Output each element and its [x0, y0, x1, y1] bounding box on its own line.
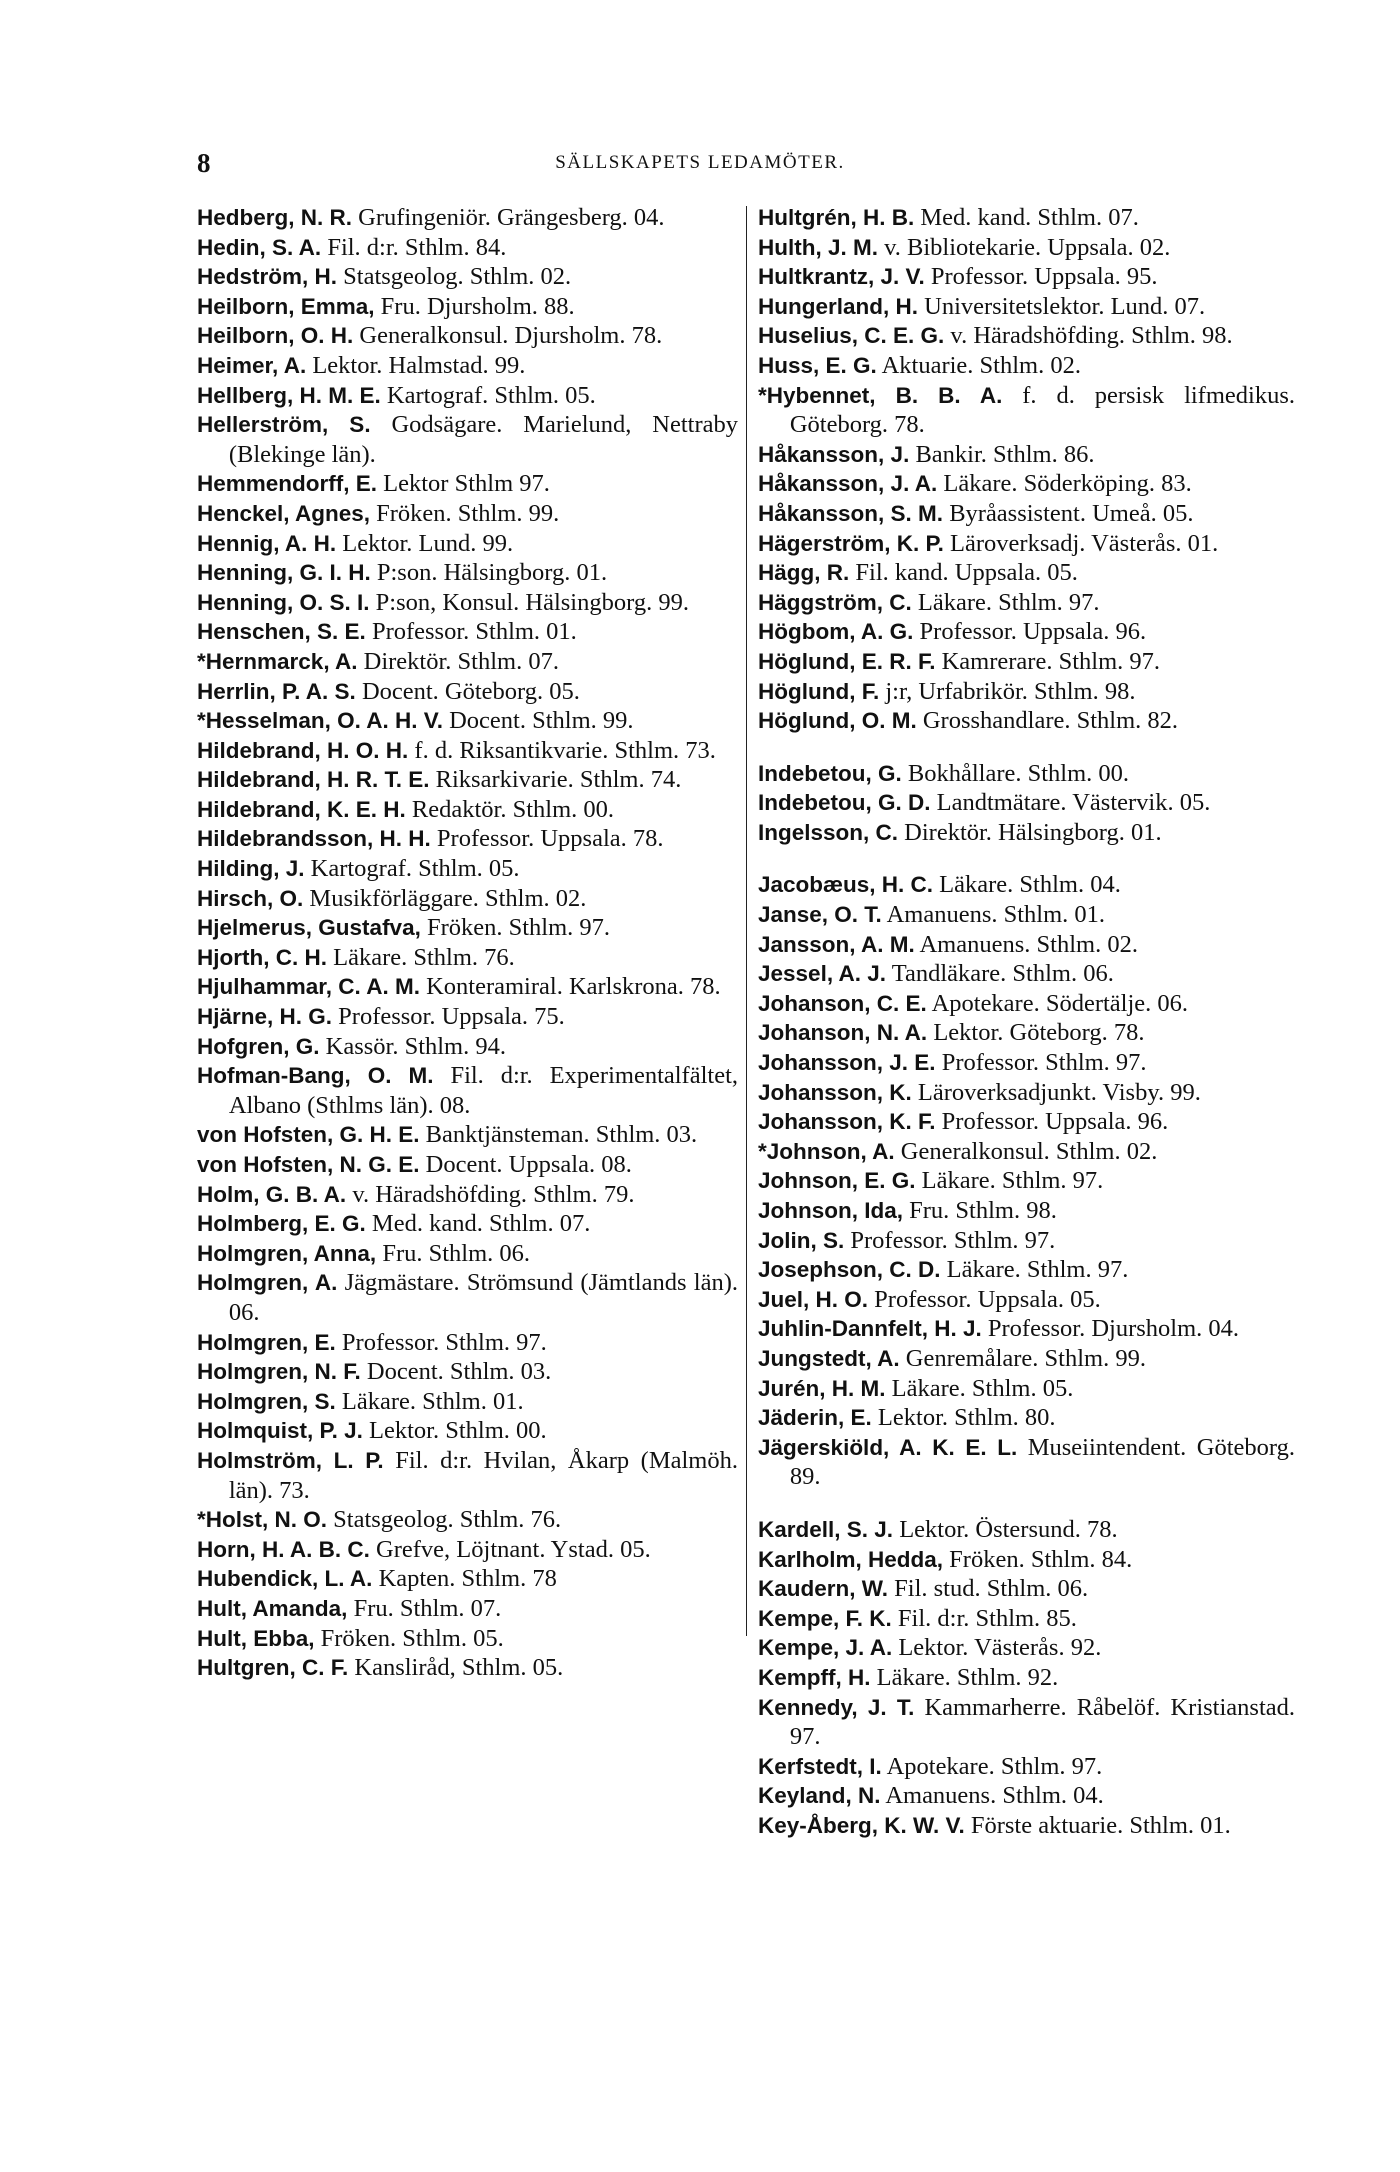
member-details: Kartograf. Sthlm. 05.: [386, 381, 596, 409]
member-name: Hultkrantz, J. V.: [758, 264, 925, 290]
member-entry: [758, 588, 1295, 618]
member-name: Kardell, S. J.: [758, 1516, 894, 1542]
member-name: Hirsch, O.: [197, 885, 304, 911]
member-details: Fru. Sthlm. 98.: [909, 1197, 1057, 1224]
member-name: Holmström, L. P.: [197, 1447, 384, 1473]
member-entry: [197, 1032, 738, 1062]
member-details: Godsägare. Marielund, Nettraby (Blekinge län).: [228, 411, 739, 468]
member-name: Heilborn, Emma,: [197, 293, 375, 319]
member-name: Kennedy, J. T.: [758, 1694, 915, 1720]
member-entry: [758, 262, 1295, 292]
member-entry: [758, 1693, 1295, 1752]
member-entry: [197, 1653, 738, 1683]
member-entry: [758, 321, 1295, 351]
member-entry: [758, 381, 1295, 440]
member-name: Holmberg, E. G.: [197, 1211, 366, 1237]
member-entry: [197, 1446, 738, 1505]
member-entry: [197, 706, 738, 736]
member-details: Professor. Sthlm. 97.: [850, 1226, 1056, 1254]
member-details: Fröken. Sthlm. 97.: [426, 914, 611, 942]
member-details: Fil. d:r. Sthlm. 84.: [327, 233, 507, 261]
member-name: Henschen, S. E.: [197, 619, 366, 645]
member-details: Kammarherre. Råbelöf. Kristianstad. 97.: [789, 1693, 1296, 1751]
member-entry: [197, 1357, 738, 1387]
member-entry: [758, 788, 1295, 818]
member-name: Jansson, A. M.: [758, 931, 915, 957]
member-name: Håkansson, S. M.: [758, 500, 944, 526]
member-details: Amanuens. Sthlm. 04.: [885, 1782, 1104, 1810]
member-entry: [758, 1604, 1295, 1634]
member-name: von Hofsten, N. G. E.: [197, 1152, 420, 1177]
member-details: Generalkonsul. Sthlm. 02.: [900, 1137, 1158, 1165]
member-details: Grosshandlare. Sthlm. 82.: [922, 707, 1179, 735]
member-entry: [197, 588, 738, 618]
member-name: Hultgrén, H. B.: [758, 205, 915, 230]
member-name: *Hesselman, O. A. H. V.: [197, 708, 443, 734]
member-name: Hubendick, L. A.: [197, 1566, 373, 1592]
member-name: Indebetou, G. D.: [758, 790, 931, 816]
member-name: Janse, O. T.: [758, 902, 882, 928]
member-name: Jurén, H. M.: [758, 1375, 886, 1401]
member-name: Hägg, R.: [758, 560, 850, 586]
member-name: Hofgren, G.: [197, 1033, 320, 1059]
member-entry: [197, 943, 738, 973]
member-name: Juel, H. O.: [758, 1286, 869, 1312]
member-name: Hildebrandsson, H. H.: [197, 826, 431, 852]
member-details: Direktör. Hälsingborg. 01.: [904, 818, 1162, 846]
member-details: Läkare. Sthlm. 01.: [341, 1387, 524, 1415]
member-entry: [758, 1226, 1295, 1256]
member-entry: [197, 1328, 738, 1358]
member-entry: [197, 972, 738, 1002]
member-entry: [758, 989, 1295, 1019]
member-details: Kapten. Sthlm. 78: [378, 1565, 557, 1593]
member-details: v. Häradshöfding. Sthlm. 98.: [950, 322, 1233, 350]
member-details: Fru. Sthlm. 07.: [353, 1594, 502, 1622]
member-details: Professor. Uppsala. 95.: [930, 263, 1158, 291]
member-name: Holmquist, P. J.: [197, 1418, 363, 1444]
member-entry: [758, 1403, 1295, 1433]
member-name: Key-Åberg, K. W. V.: [758, 1812, 965, 1838]
member-name: Hjorth, C. H.: [197, 944, 327, 970]
member-entry: [197, 824, 738, 854]
member-name: Hultgren, C. F.: [197, 1655, 349, 1681]
member-name: Huss, E. G.: [758, 352, 877, 378]
member-details: Statsgeolog. Sthlm. 76.: [333, 1506, 562, 1534]
member-entry: [197, 1416, 738, 1446]
member-name: Höglund, O. M.: [758, 708, 917, 734]
member-name: Henning, G. I. H.: [197, 560, 371, 586]
member-entry: [758, 1781, 1295, 1811]
member-name: Hedin, S. A.: [197, 234, 322, 260]
member-details: Tandläkare. Sthlm. 06.: [891, 960, 1114, 988]
member-entry: [758, 1314, 1295, 1344]
member-details: Läkare. Sthlm. 97.: [921, 1167, 1104, 1195]
member-name: Holmgren, E.: [197, 1329, 336, 1355]
member-entry: [197, 884, 738, 914]
member-details: Lektor Sthlm 97.: [383, 470, 550, 498]
member-details: j:r, Urfabrikör. Sthlm. 98.: [885, 677, 1136, 705]
member-entry: [197, 1594, 738, 1624]
member-details: Lektor. Sthlm. 80.: [877, 1404, 1056, 1432]
member-details: Fil. stud. Sthlm. 06.: [894, 1575, 1089, 1603]
member-details: Banktjänsteman. Sthlm. 03.: [425, 1121, 698, 1149]
member-details: Förste aktuarie. Sthlm. 01.: [970, 1811, 1231, 1839]
member-name: Höglund, E. R. F.: [758, 648, 936, 674]
member-entry: [758, 1574, 1295, 1604]
member-entry: [197, 558, 738, 588]
member-details: Läkare. Sthlm. 04.: [939, 871, 1121, 899]
member-details: Grufingeniör. Grängesberg. 04.: [358, 204, 665, 231]
member-name: Hellberg, H. M. E.: [197, 382, 381, 408]
member-entry: [197, 1061, 738, 1120]
member-name: *Johnson, A.: [758, 1138, 895, 1164]
member-entry: [197, 351, 738, 381]
member-details: Generalkonsul. Djursholm. 78.: [359, 322, 663, 350]
member-entry: [197, 854, 738, 884]
member-entry: [758, 1374, 1295, 1404]
member-entry: [197, 381, 738, 411]
member-entry: [197, 469, 738, 499]
member-details: Docent. Göteborg. 05.: [361, 677, 580, 705]
member-details: Läkare. Sthlm. 97.: [917, 588, 1100, 616]
member-entry: [758, 1048, 1295, 1078]
member-name: Jessel, A. J.: [758, 961, 887, 987]
member-entry: [758, 1663, 1295, 1693]
member-name: Håkansson, J.: [758, 441, 910, 467]
member-entry: [197, 1387, 738, 1417]
member-details: Läroverksadjunkt. Visby. 99.: [917, 1078, 1201, 1106]
member-entry: [197, 1120, 738, 1150]
member-entry: [197, 410, 738, 469]
member-name: *Holst, N. O.: [197, 1507, 328, 1533]
member-entry: [758, 1137, 1295, 1167]
member-details: Professor. Uppsala. 96.: [941, 1108, 1169, 1136]
member-name: Johansson, K.: [758, 1079, 912, 1105]
member-details: Fil. d:r. Sthlm. 85.: [897, 1604, 1077, 1632]
member-name: Jungstedt, A.: [758, 1345, 900, 1371]
left-column: [197, 203, 738, 1683]
member-details: Professor. Uppsala. 96.: [919, 618, 1147, 646]
member-entry: [758, 351, 1295, 381]
member-entry: [758, 617, 1295, 647]
member-entry: [758, 1107, 1295, 1137]
member-name: Kerfstedt, I.: [758, 1753, 882, 1779]
member-details: Kartograf. Sthlm. 05.: [310, 855, 520, 883]
member-name: Jägerskiöld, A. K. E. L.: [758, 1434, 1018, 1460]
member-details: Konteramiral. Karlskrona. 78.: [426, 973, 721, 1001]
member-details: Amanuens. Sthlm. 01.: [886, 901, 1106, 929]
member-entry: [758, 529, 1295, 559]
member-name: Holmgren, Anna,: [197, 1240, 377, 1266]
member-details: Docent. Uppsala. 08.: [425, 1151, 632, 1178]
member-name: Johansson, J. E.: [758, 1050, 936, 1076]
member-entry: [758, 233, 1295, 263]
member-details: Fil. d:r. Hvilan, Åkarp (Malmöh. län). 73.: [228, 1446, 738, 1504]
member-details: Lektor. Västerås. 92.: [898, 1634, 1102, 1662]
member-details: Grefve, Löjtnant. Ystad. 05.: [376, 1535, 651, 1563]
member-entry: [758, 440, 1295, 470]
member-name: Hjärne, H. G.: [197, 1004, 333, 1030]
member-details: Läkare. Sthlm. 92.: [876, 1663, 1059, 1691]
member-details: Apotekare. Södertälje. 06.: [931, 989, 1189, 1017]
member-details: f. d. Riksantikvarie. Sthlm. 73.: [414, 736, 716, 764]
member-name: Hennig, A. H.: [197, 530, 337, 556]
member-details: Professor. Sthlm. 97.: [941, 1049, 1147, 1077]
page-number: 8: [197, 148, 211, 178]
member-details: Redaktör. Sthlm. 00.: [411, 795, 615, 823]
member-entry: [758, 900, 1295, 930]
member-name: Henckel, Agnes,: [197, 500, 370, 526]
member-name: Holmgren, N. F.: [197, 1359, 361, 1385]
member-name: Håkansson, J. A.: [758, 471, 938, 497]
member-details: Professor. Sthlm. 01.: [371, 618, 577, 646]
member-details: Kansliråd, Sthlm. 05.: [354, 1654, 564, 1682]
member-entry: [758, 1018, 1295, 1048]
member-name: Kempe, F. K.: [758, 1605, 892, 1631]
member-name: Josephson, C. D.: [758, 1257, 941, 1283]
member-name: Hildebrand, H. R. T. E.: [197, 767, 430, 793]
member-name: Juhlin-Dannfelt, H. J.: [758, 1316, 982, 1342]
member-details: Bankir. Sthlm. 86.: [915, 440, 1095, 468]
member-details: Lektor. Östersund. 78.: [899, 1515, 1118, 1543]
member-entry: [197, 203, 738, 233]
member-entry: [197, 913, 738, 943]
member-name: Johanson, C. E.: [758, 990, 927, 1016]
member-entry: [758, 930, 1295, 960]
member-name: Ingelsson, C.: [758, 819, 899, 845]
member-entry: [197, 321, 738, 351]
member-entry: [758, 292, 1295, 322]
member-name: Jolin, S.: [758, 1227, 845, 1253]
member-name: Karlholm, Hedda,: [758, 1546, 944, 1572]
member-entry: [197, 499, 738, 529]
member-name: Holmgren, S.: [197, 1388, 336, 1414]
member-entry: [758, 1515, 1295, 1545]
member-entry: [758, 706, 1295, 736]
member-details: Lektor. Halmstad. 99.: [312, 351, 526, 379]
member-entry: [197, 233, 738, 263]
member-name: Hungerland, H.: [758, 293, 919, 319]
member-name: Högbom, A. G.: [758, 619, 914, 645]
member-details: Direktör. Sthlm. 07.: [363, 647, 559, 675]
member-name: Hildebrand, H. O. H.: [197, 737, 409, 763]
member-name: Hemmendorff, E.: [197, 471, 378, 497]
member-name: Hjulhammar, C. A. M.: [197, 974, 420, 1000]
member-name: Jäderin, E.: [758, 1405, 872, 1431]
member-details: Med. kand. Sthlm. 07.: [371, 1210, 591, 1238]
member-name: Holm, G. B. A.: [197, 1181, 347, 1207]
member-details: Kassör. Sthlm. 94.: [325, 1032, 506, 1060]
member-details: Professor. Uppsala. 78.: [436, 825, 664, 853]
member-name: Johansson, K. F.: [758, 1109, 936, 1135]
member-entry: [758, 1545, 1295, 1575]
member-details: Fröken. Sthlm. 05.: [320, 1624, 504, 1652]
member-details: Amanuens. Sthlm. 02.: [919, 930, 1138, 958]
member-details: Byråassistent. Umeå. 05.: [949, 499, 1194, 527]
member-name: Johanson, N. A.: [758, 1020, 928, 1046]
member-name: Herrlin, P. A. S.: [197, 678, 356, 704]
running-head: SÄLLSKAPETS LEDAMÖTER.: [555, 152, 845, 173]
member-details: Landtmätare. Västervik. 05.: [936, 789, 1211, 817]
member-details: Lektor. Sthlm. 00.: [369, 1417, 547, 1445]
member-details: Universitetslektor. Lund. 07.: [924, 292, 1206, 320]
member-entry: [758, 469, 1295, 499]
member-name: Hult, Ebba,: [197, 1625, 315, 1651]
member-details: Kamrerare. Sthlm. 97.: [941, 647, 1161, 675]
column-divider: [746, 206, 747, 1636]
member-details: f. d. persisk lifmedikus. Göteborg. 78.: [789, 381, 1295, 439]
member-name: Hildebrand, K. E. H.: [197, 796, 406, 822]
member-details: Professor. Uppsala. 05.: [874, 1285, 1101, 1313]
member-entry: [197, 795, 738, 825]
member-details: Läkare. Söderköping. 83.: [943, 470, 1192, 498]
member-details: Fru. Djursholm. 88.: [380, 292, 575, 320]
member-entry: [197, 1239, 738, 1269]
member-name: Hult, Amanda,: [197, 1595, 348, 1621]
member-name: Hedberg, N. R.: [197, 205, 353, 230]
member-entry: [758, 1078, 1295, 1108]
member-name: Heimer, A.: [197, 352, 307, 378]
member-entry: [197, 736, 738, 766]
member-entry: [758, 677, 1295, 707]
member-entry: [197, 1535, 738, 1565]
member-details: Docent. Sthlm. 99.: [449, 707, 634, 735]
member-entry: [197, 1624, 738, 1654]
member-name: Hjelmerus, Gustafva,: [197, 915, 421, 941]
member-details: Fröken. Sthlm. 99.: [376, 499, 560, 527]
member-entry: [758, 499, 1295, 529]
member-entry: [758, 1196, 1295, 1226]
member-entry: [758, 1633, 1295, 1663]
member-details: Aktuarie. Sthlm. 02.: [881, 351, 1081, 379]
member-details: Docent. Sthlm. 03.: [366, 1358, 552, 1386]
member-entry: [197, 262, 738, 292]
member-entry: [197, 647, 738, 677]
member-details: Musikförläggare. Sthlm. 02.: [309, 884, 587, 912]
member-entry: [197, 1268, 738, 1327]
member-name: Hellerström, S.: [197, 412, 371, 438]
member-entry: [758, 1433, 1295, 1492]
member-name: Hilding, J.: [197, 856, 305, 882]
member-entry: [197, 617, 738, 647]
member-name: *Hernmarck, A.: [197, 648, 358, 674]
member-name: Hulth, J. M.: [758, 234, 878, 260]
member-details: Apotekare. Sthlm. 97.: [886, 1752, 1103, 1780]
member-details: v. Häradshöfding. Sthlm. 79.: [352, 1180, 635, 1208]
member-details: Riksarkivarie. Sthlm. 74.: [435, 766, 682, 794]
member-entry: [758, 1255, 1295, 1285]
member-name: Kempff, H.: [758, 1664, 871, 1690]
member-details: Fil. d:r. Experimentalfältet, Albano (Sthlms län). 08.: [228, 1062, 739, 1119]
member-details: P:son, Konsul. Hälsingborg. 99.: [375, 588, 689, 616]
member-entry: [197, 1180, 738, 1210]
member-details: Läkare. Sthlm. 76.: [333, 943, 515, 971]
member-details: Lektor. Göteborg. 78.: [933, 1019, 1145, 1047]
member-details: Genremålare. Sthlm. 99.: [905, 1344, 1146, 1372]
member-name: Henning, O. S. I.: [197, 589, 370, 615]
member-entry: [197, 1505, 738, 1535]
member-entry: [197, 1564, 738, 1594]
member-name: Horn, H. A. B. C.: [197, 1536, 370, 1562]
member-details: Bokhållare. Sthlm. 00.: [907, 759, 1130, 787]
member-name: *Hybennet, B. B. A.: [758, 382, 1003, 408]
member-details: Fröken. Sthlm. 84.: [949, 1545, 1133, 1573]
member-entry: [758, 1285, 1295, 1315]
member-details: Fru. Sthlm. 06.: [382, 1239, 531, 1267]
member-entry: [758, 1752, 1295, 1782]
member-name: Johnson, Ida,: [758, 1198, 904, 1223]
member-details: v. Bibliotekarie. Uppsala. 02.: [884, 233, 1171, 261]
member-name: Indebetou, G.: [758, 760, 902, 786]
member-entry: [197, 292, 738, 322]
member-name: Jacobæus, H. C.: [758, 872, 934, 898]
member-details: Med. kand. Sthlm. 07.: [920, 204, 1139, 231]
member-name: Häggström, C.: [758, 589, 912, 615]
member-entry: [758, 759, 1295, 789]
member-details: Professor. Djursholm. 04.: [987, 1315, 1240, 1343]
member-entry: [758, 558, 1295, 588]
member-details: Professor. Uppsala. 75.: [338, 1003, 565, 1031]
member-entry: [758, 1811, 1295, 1841]
member-name: Höglund, F.: [758, 678, 880, 704]
member-name: Kaudern, W.: [758, 1576, 889, 1602]
member-name: Holmgren, A.: [197, 1270, 338, 1296]
member-name: Kempe, J. A.: [758, 1635, 893, 1661]
member-entry: [758, 1166, 1295, 1196]
member-entry: [758, 647, 1295, 677]
member-entry: [197, 677, 738, 707]
member-details: Statsgeolog. Sthlm. 02.: [343, 263, 572, 291]
member-entry: [758, 203, 1295, 233]
member-entry: [758, 818, 1295, 848]
member-name: von Hofsten, G. H. E.: [197, 1122, 420, 1148]
member-entry: [758, 959, 1295, 989]
member-details: Fil. kand. Uppsala. 05.: [855, 559, 1078, 587]
member-name: Keyland, N.: [758, 1783, 881, 1809]
right-column: [758, 203, 1295, 1840]
member-details: Museiintendent. Göteborg. 89.: [789, 1433, 1295, 1491]
member-details: Professor. Sthlm. 97.: [341, 1328, 547, 1356]
member-entry: [197, 1209, 738, 1239]
member-name: Hedström, H.: [197, 264, 338, 290]
member-name: Heilborn, O. H.: [197, 323, 354, 349]
member-entry: [197, 529, 738, 559]
member-details: P:son. Hälsingborg. 01.: [376, 559, 608, 587]
member-details: Lektor. Lund. 99.: [342, 529, 514, 557]
member-name: Huselius, C. E. G.: [758, 323, 945, 349]
member-name: Johnson, E. G.: [758, 1168, 916, 1194]
member-name: Hägerström, K. P.: [758, 530, 944, 556]
member-details: Läkare. Sthlm. 97.: [946, 1256, 1129, 1284]
member-entry: [197, 1150, 738, 1180]
member-name: Hofman-Bang, O. M.: [197, 1063, 434, 1089]
member-entry: [197, 1002, 738, 1032]
member-entry: [758, 1344, 1295, 1374]
member-details: Jägmästare. Strömsund (Jämtlands län). 06.: [228, 1269, 739, 1326]
member-details: Läkare. Sthlm. 05.: [891, 1374, 1074, 1402]
member-entry: [758, 870, 1295, 900]
member-details: Läroverksadj. Västerås. 01.: [950, 529, 1219, 557]
member-entry: [197, 765, 738, 795]
